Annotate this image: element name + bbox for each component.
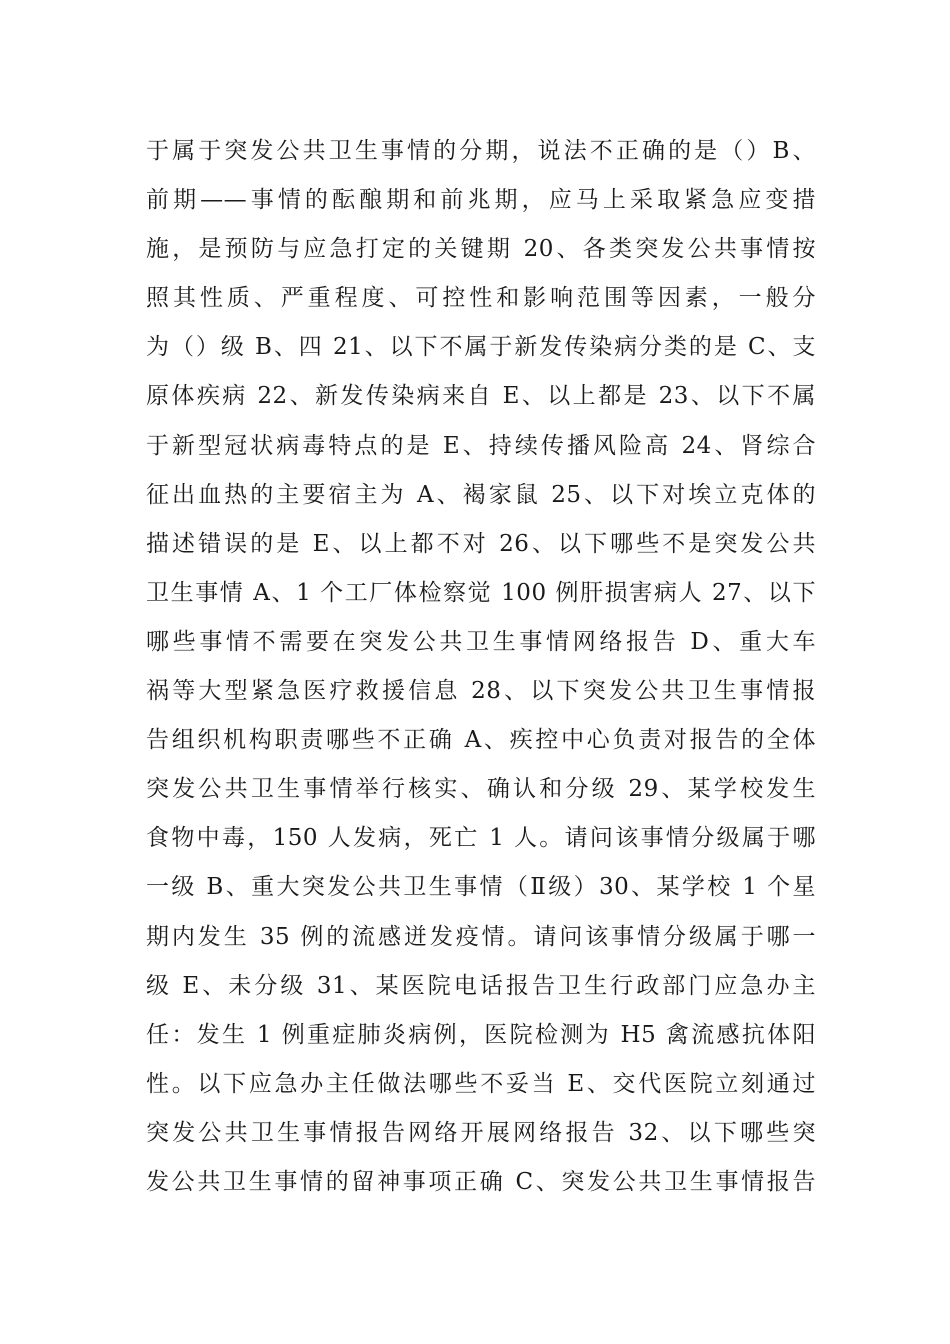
text-line: 为（）级 B、四 21、以下不属于新发传染病分类的是 C、支 [146, 334, 816, 361]
text-line: 告组织机构职责哪些不正确 A、疾控中心负责对报告的全体 [146, 727, 816, 754]
text-line: 级 E、未分级 31、某医院电话报告卫生行政部门应急办主 [146, 972, 816, 999]
text-line: 卫生事情 A、1 个工厂体检察觉 100 例肝损害病人 27、以下 [146, 579, 816, 606]
text-line: 突发公共卫生事情报告网络开展网络报告 32、以下哪些突 [146, 1119, 816, 1146]
text-line: 食物中毒，150 人发病，死亡 1 人。请问该事情分级属于哪 [146, 825, 816, 852]
text-line: 于属于突发公共卫生事情的分期，说法不正确的是（）B、 [146, 138, 816, 164]
text-line: 任：发生 1 例重症肺炎病例，医院检测为 H5 禽流感抗体阳 [146, 1021, 816, 1048]
text-line: 施，是预防与应急打定的关键期 20、各类突发公共事情按 [146, 236, 816, 263]
text-line: 发公共卫生事情的留神事项正确 C、突发公共卫生事情报告 [146, 1168, 816, 1195]
text-line: 描述错误的是 E、以上都不对 26、以下哪些不是突发公共 [146, 530, 816, 557]
text-line: 原体疾病 22、新发传染病来自 E、以上都是 23、以下不属 [146, 383, 816, 410]
text-line: 性。以下应急办主任做法哪些不妥当 E、交代医院立刻通过 [146, 1070, 816, 1097]
text-line: 征出血热的主要宿主为 A、褐家鼠 25、以下对埃立克体的 [146, 481, 816, 508]
text-line: 于新型冠状病毒特点的是 E、持续传播风险高 24、肾综合 [146, 432, 816, 459]
text-line: 前期——事情的酝酿期和前兆期，应马上采取紧急应变措 [146, 187, 816, 214]
text-line: 突发公共卫生事情举行核实、确认和分级 29、某学校发生 [146, 776, 816, 803]
text-line: 照其性质、严重程度、可控性和影响范围等因素，一般分 [146, 285, 816, 312]
text-line: 期内发生 35 例的流感迸发疫情。请问该事情分级属于哪一 [146, 923, 816, 950]
body-text [146, 133, 816, 1213]
text-line: 祸等大型紧急医疗救援信息 28、以下突发公共卫生事情报 [146, 678, 816, 705]
text-line: 哪些事情不需要在突发公共卫生事情网络报告 D、重大车 [146, 628, 816, 655]
text-line: 一级 B、重大突发公共卫生事情（Ⅱ级）30、某学校 1 个星 [146, 874, 816, 901]
